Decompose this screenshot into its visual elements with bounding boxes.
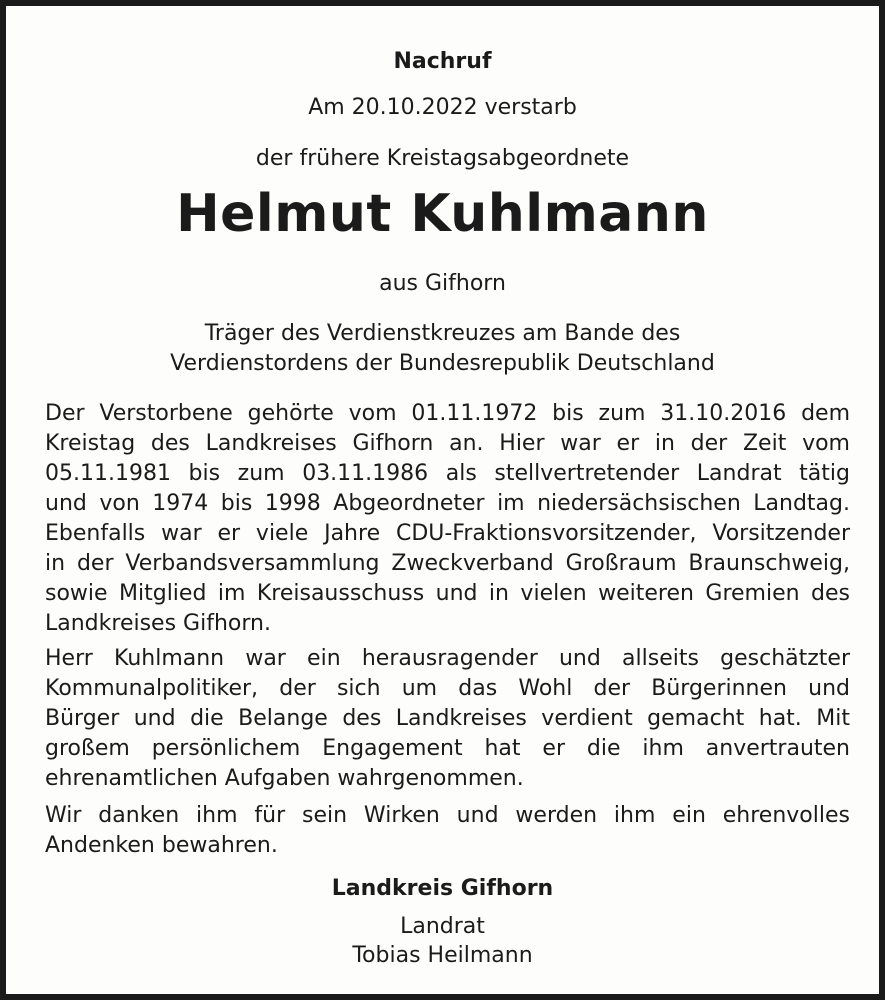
tribute-paragraph xyxy=(45,644,850,794)
notice-heading: Nachruf xyxy=(393,49,492,74)
paragraph-line: Wir danken ihm für sein Wirken und werden ihm ein ehrenvolles xyxy=(45,803,850,828)
award-line: Verdienstordens der Bundesrepublik Deutschland xyxy=(170,351,715,376)
death-date-line: Am 20.10.2022 verstarb xyxy=(308,95,577,120)
biography-paragraph xyxy=(45,399,850,639)
paragraph-line: 05.11.1981 bis zum 03.11.1986 als stellvertretender Landrat tätig xyxy=(45,461,850,486)
signer-name: Tobias Heilmann xyxy=(352,943,533,968)
award-text xyxy=(6,319,879,379)
paragraph-line: Bürger und die Belange des Landkreises verdient gemacht hat. Mit xyxy=(45,706,850,731)
hometown-line: aus Gifhorn xyxy=(379,271,506,296)
paragraph-line: ehrenamtlichen Aufgaben wahrgenommen. xyxy=(45,766,524,791)
signer-title: Landrat xyxy=(400,914,485,939)
organization-name: Landkreis Gifhorn xyxy=(331,876,554,901)
paragraph-line: sowie Mitglied im Kreisausschuss und in vielen weiteren Gremien des xyxy=(45,581,850,606)
paragraph-line: großem persönlichem Engagement hat er die ihm anvertrauten xyxy=(45,736,850,761)
thanks-paragraph xyxy=(45,801,850,861)
role-line: der frühere Kreistagsabgeordnete xyxy=(255,146,630,171)
paragraph-line: Kreistag des Landkreises Gifhorn an. Hier war er in der Zeit vom xyxy=(45,431,850,456)
deceased-name: Helmut Kuhlmann xyxy=(176,184,709,244)
paragraph-line: Herr Kuhlmann war ein herausragender und allseits geschätzter xyxy=(45,646,850,671)
paragraph-line: und von 1974 bis 1998 Abgeordneter im niedersächsischen Landtag. xyxy=(45,491,850,516)
paragraph-line: Landkreises Gifhorn. xyxy=(45,611,271,636)
paragraph-line: Andenken bewahren. xyxy=(45,833,278,858)
paragraph-line: Der Verstorbene gehörte vom 01.11.1972 bis zum 31.10.2016 dem xyxy=(45,401,850,426)
award-line: Träger des Verdienstkreuzes am Bande des xyxy=(204,321,681,346)
paragraph-line: in der Verbandsversammlung Zweckverband Großraum Braunschweig, xyxy=(45,551,850,576)
paragraph-line: Kommunalpolitiker, der sich um das Wohl der Bürgerinnen und xyxy=(45,676,850,701)
paragraph-line: Ebenfalls war er viele Jahre CDU-Fraktionsvorsitzender, Vorsitzender xyxy=(45,521,850,546)
